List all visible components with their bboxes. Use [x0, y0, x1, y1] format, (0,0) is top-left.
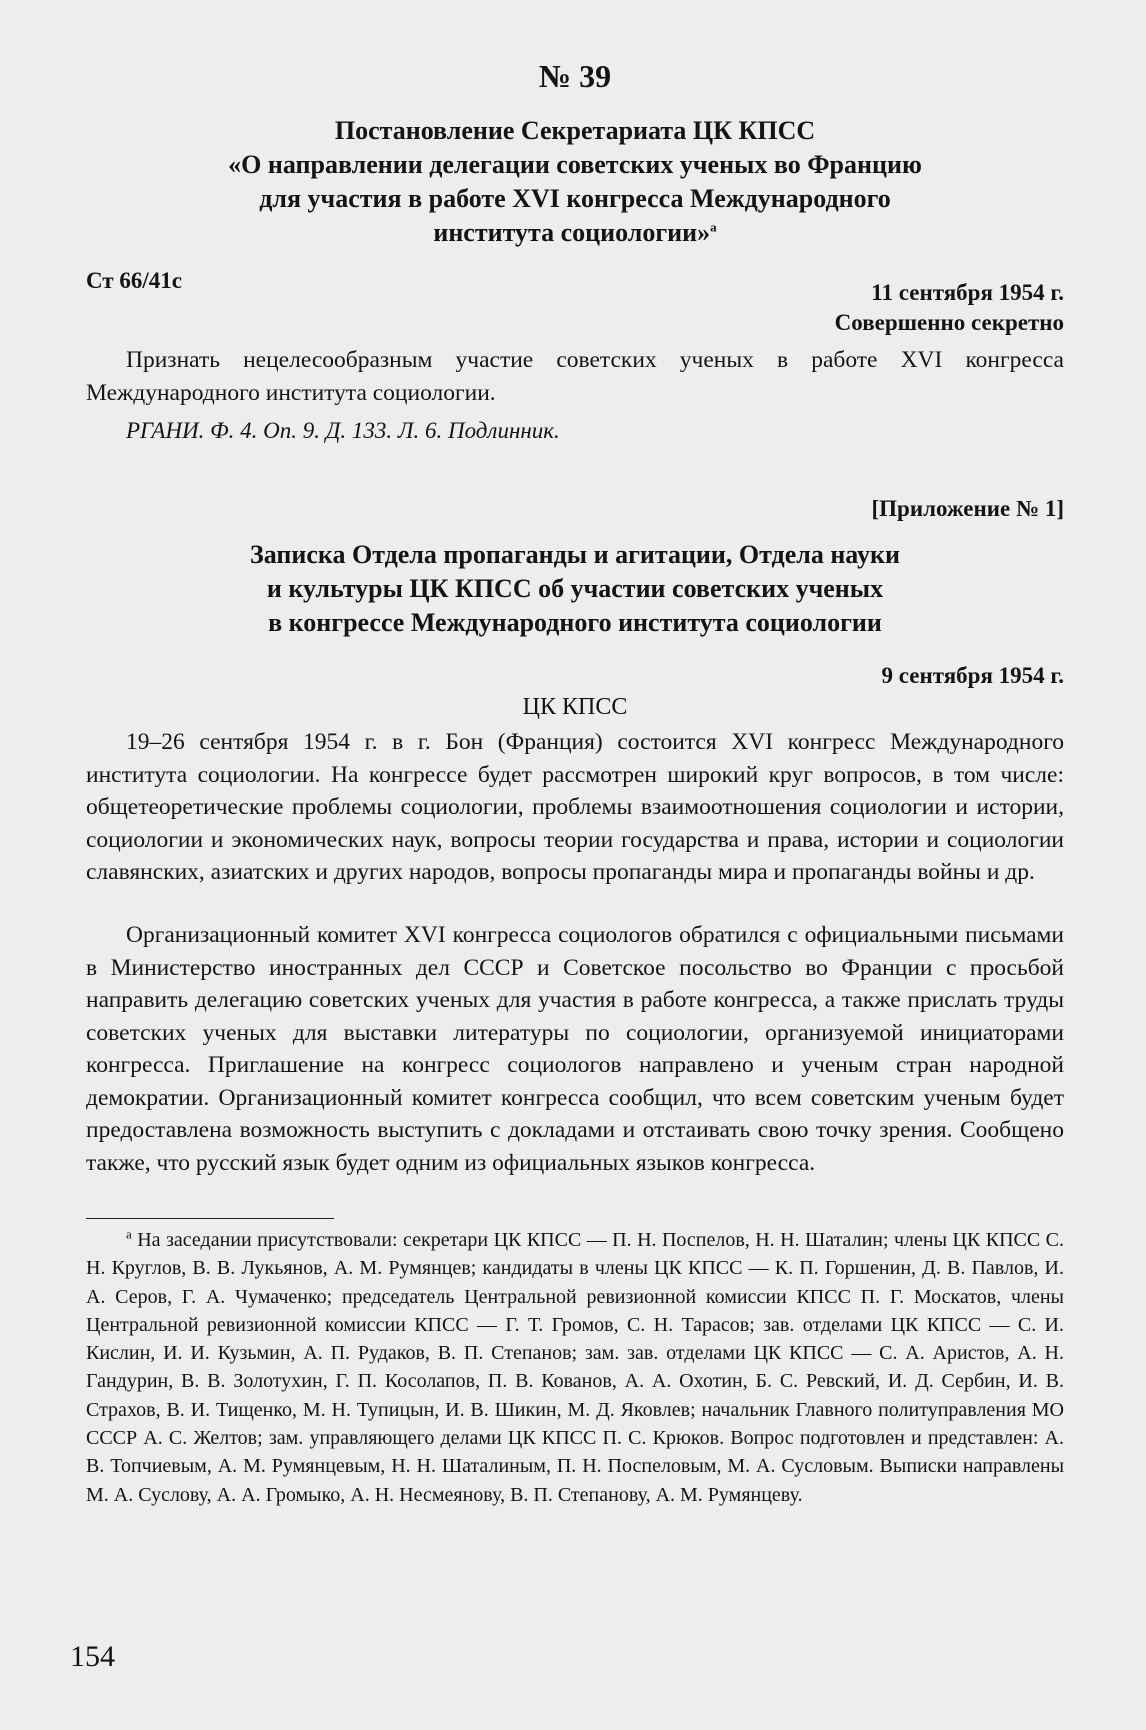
reference-number: Ст 66/41с — [86, 268, 182, 293]
title-line: для участия в работе XVI конгресса Международного — [259, 184, 891, 213]
document-title — [86, 114, 1064, 250]
archive-source: РГАНИ. Ф. 4. Оп. 9. Д. 133. Л. 6. Подлинник. — [126, 418, 560, 443]
page-number: 154 — [70, 1640, 115, 1673]
document-date: 11 сентября 1954 г. — [871, 280, 1064, 305]
body-paragraph-2: Организационный комитет XVI конгресса социологов обратился с официальными письмами в Министерство иностранных дел СССР и Советское посольство во Франции с просьбой направить делегацию советских ученых для участия в работе конгресса, а также прислать труды советских ученых для выставки литературы по социологии, организуемой инициаторами конгресса. Приглашение на конгресс социологов направлено и ученым стран народной демократии. Организационный комитет конгресса сообщил, что всем советским ученым будет предоставлена возможность выступить с докладами и отстаивать свою точку зрения. Сообщено также, что русский язык будет одним из официальных языков конгресса. — [86, 922, 1064, 1176]
title-line: института социологии»$^а$ — [433, 218, 717, 247]
appendix-title-line: Записка Отдела пропаганды и агитации, Отдела науки — [250, 540, 900, 569]
appendix-label: [Приложение № 1] — [871, 496, 1064, 521]
footnote-divider — [86, 1218, 334, 1219]
footnote-mark: а — [126, 1226, 132, 1242]
appendix-title-line: в конгрессе Международного института социологии — [268, 608, 882, 637]
title-line: «О направлении делегации советских ученых во Францию — [228, 150, 922, 179]
footnote-mark: а — [710, 219, 717, 235]
appendix-date: 9 сентября 1954 г. — [881, 663, 1064, 688]
footnote-text: На заседании присутствовали: секретари ЦК КПСС — П. Н. Поспелов, Н. Н. Шаталин; члены ЦК КПСС С. Н. Круглов, В. В. Лукьянов, А. М. Румянцев; кандидаты в члены ЦК КПСС — К. П. Горшенин, Д. В. Павлов, И. А. Серов, Г. А. Чумаченко; председатель Центральной ревизионной комиссии КПСС П. Г. Москатов, члены Центральной ревизионной комиссии КПСС — Г. Т. Громов, С. Н. Тарасов; зав. отделами ЦК КПСС — С. И. Кислин, И. И. Кузьмин, А. П. Рудаков, В. П. Степанов; зам. зав. отделами ЦК КПСС — С. А. Аристов, А. Н. Гандурин, В. В. Золотухин, Г. П. Косолапов, П. В. Кованов, А. А. Охотин, Б. С. Ревский, И. Д. Сербин, И. В. Страхов, В. И. Тищенко, М. Н. Тупицын, И. В. Шикин, М. Д. Яковлев; начальник Главного политуправления МО СССР А. С. Желтов; зам. управляющего делами ЦК КПСС П. С. Крюков. Вопрос подготовлен и представлен: А. В. Топчиевым, А. М. Румянцевым, Н. Н. Шаталиным, П. Н. Поспеловым, М. А. Сусловым. Выписки направлены М. А. Суслову, А. А. Громыко, А. Н. Несмеянову, В. П. Степанову, А. М. Румянцеву. — [86, 1229, 1064, 1506]
footnote — [86, 1226, 1064, 1509]
title-line: Постановление Секретариата ЦК КПСС — [334, 116, 816, 145]
body-paragraph-1: 19–26 сентября 1954 г. в г. Бон (Франция) состоится XVI конгресс Международного института социологии. На конгрессе будет рассмотрен широкий круг вопросов, в том числе: общетеоретические проблемы социологии, проблемы взаимоотношения социологии и истории, социологии и экономических наук, вопросы теории государства и права, истории и социологии славянских, азиатских и других народов, вопросы пропаганды мира и пропаганды войны и др. — [86, 729, 1064, 885]
resolution-text: Признать нецелесообразным участие советских ученых в работе XVI конгресса Международного института социологии. — [86, 347, 1064, 406]
appendix-title-line: и культуры ЦК КПСС об участии советских ученых — [266, 574, 884, 603]
classification-stamp: Совершенно секретно — [834, 310, 1064, 335]
addressee: ЦК КПСС — [522, 694, 628, 720]
document-number: № 39 — [538, 58, 612, 94]
appendix-title — [86, 538, 1064, 640]
